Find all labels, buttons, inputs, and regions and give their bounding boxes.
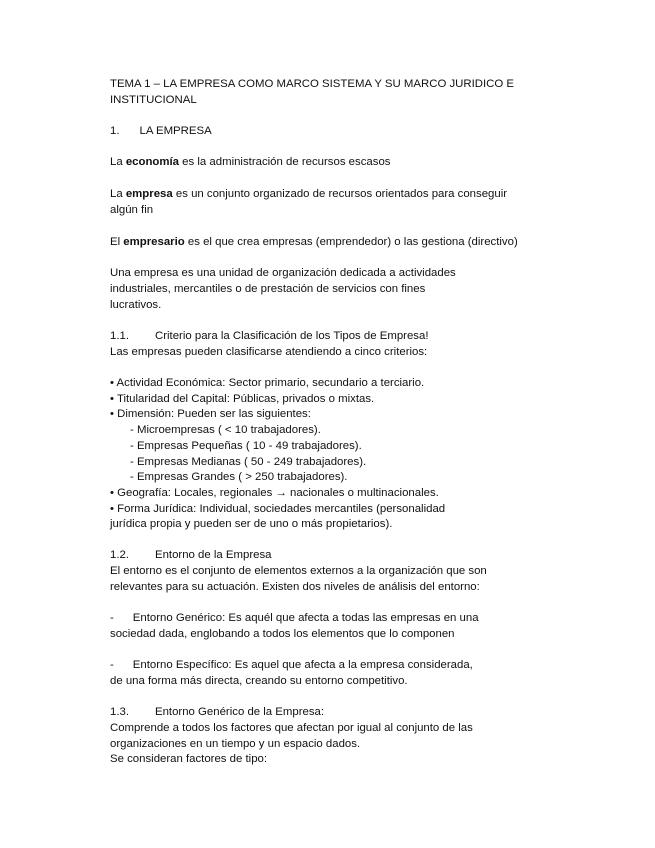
section-1-2-heading (110, 548, 272, 564)
definition-empresa-line-2: algún fin (110, 204, 154, 216)
section-1-1-heading (110, 329, 429, 345)
section-1-1-intro: Las empresas pueden clasificarse atendiendo a cinco criterios: (110, 346, 428, 358)
section-1-3-line-3: Se consideran factores de tipo: (110, 753, 268, 765)
dimension-grandes: - Empresas Grandes ( > 250 trabajadores). (130, 471, 348, 483)
paragraph-unidad-line-2: industriales, mercantiles o de prestación de servicios con fines (110, 283, 426, 295)
list-dash: - (110, 612, 114, 624)
section-1-heading (110, 124, 212, 140)
section-1-2-line-1: El entorno es el conjunto de elementos externos a la organización que son (110, 565, 487, 577)
entorno-especifico-line-2: de una forma más directa, creando su entorno competitivo. (110, 675, 408, 687)
section-1-1-title: Criterio para la Clasificación de los Tipos de Empresa! (155, 330, 429, 342)
dimension-pequenas: - Empresas Pequeñas ( 10 - 49 trabajadores). (130, 440, 362, 452)
section-1-2-number: 1.2. (110, 549, 129, 561)
section-1-3-line-1: Comprende a todos los factores que afectan por igual al conjunto de las (110, 722, 473, 734)
definition-economia (110, 155, 390, 171)
doc-title-line-1: TEMA 1 – LA EMPRESA COMO MARCO SISTEMA Y SU MARCO JURIDICO E (110, 78, 515, 90)
definition-text: es la administración de recursos escasos (179, 156, 391, 168)
section-1-1-number: 1.1. (110, 330, 129, 342)
dimension-medianas: - Empresas Medianas ( 50 - 249 trabajadores). (130, 456, 367, 468)
definition-prefix: El (110, 236, 124, 248)
list-dash: - (110, 659, 114, 671)
entorno-especifico-text: Entorno Específico: Es aquel que afecta a la empresa considerada, (132, 659, 473, 671)
definition-empresario (110, 235, 518, 251)
section-1-3-title: Entorno Genérico de la Empresa: (155, 706, 325, 718)
section-1-2-title: Entorno de la Empresa (155, 549, 272, 561)
definition-prefix: La (110, 156, 126, 168)
term-empresario: empresario (123, 236, 185, 248)
section-1-3-heading (110, 705, 324, 721)
section-1-title: LA EMPRESA (139, 125, 212, 137)
entorno-especifico-line-1 (110, 658, 473, 674)
section-1-3-number: 1.3. (110, 706, 129, 718)
definition-text: es el que crea empresas (emprendedor) o las gestiona (directivo) (184, 236, 518, 248)
term-economia: economía (125, 156, 180, 168)
criterion-actividad: • Actividad Económica: Sector primario, secundario a terciario. (110, 377, 425, 389)
definition-empresa (110, 187, 507, 203)
definition-prefix: La (110, 188, 126, 200)
definition-text: es un conjunto organizado de recursos orientados para conseguir (172, 188, 508, 200)
section-1-2-line-2: relevantes para su actuación. Existen dos niveles de análisis del entorno: (110, 581, 480, 593)
entorno-generico-line-1 (110, 611, 479, 627)
entorno-generico-line-2: sociedad dada, englobando a todos los elementos que lo componen (110, 628, 455, 640)
section-1-number: 1. (110, 125, 120, 137)
criterion-forma-juridica-line-1: • Forma Jurídica: Individual, sociedades mercantiles (personalidad (110, 503, 446, 515)
paragraph-unidad-line-1: Una empresa es una unidad de organización dedicada a actividades (110, 267, 456, 279)
section-1-3-line-2: organizaciones en un tiempo y un espacio dados. (110, 738, 361, 750)
criterion-titularidad: • Titularidad del Capital: Públicas, privados o mixtas. (110, 393, 375, 405)
dimension-micro: - Microempresas ( < 10 trabajadores). (130, 424, 321, 436)
paragraph-unidad-line-3: lucrativos. (110, 299, 162, 311)
term-empresa: empresa (125, 188, 173, 200)
criterion-forma-juridica-line-2: jurídica propia y pueden ser de uno o más propietarios). (110, 518, 393, 530)
criterion-geografia: • Geografía: Locales, regionales → nacionales o multinacionales. (110, 487, 439, 499)
criterion-dimension: • Dimensión: Pueden ser las siguientes: (110, 408, 311, 420)
entorno-generico-text: Entorno Genérico: Es aquél que afecta a todas las empresas en una (132, 612, 479, 624)
doc-title-line-2: INSTITUCIONAL (110, 94, 197, 106)
